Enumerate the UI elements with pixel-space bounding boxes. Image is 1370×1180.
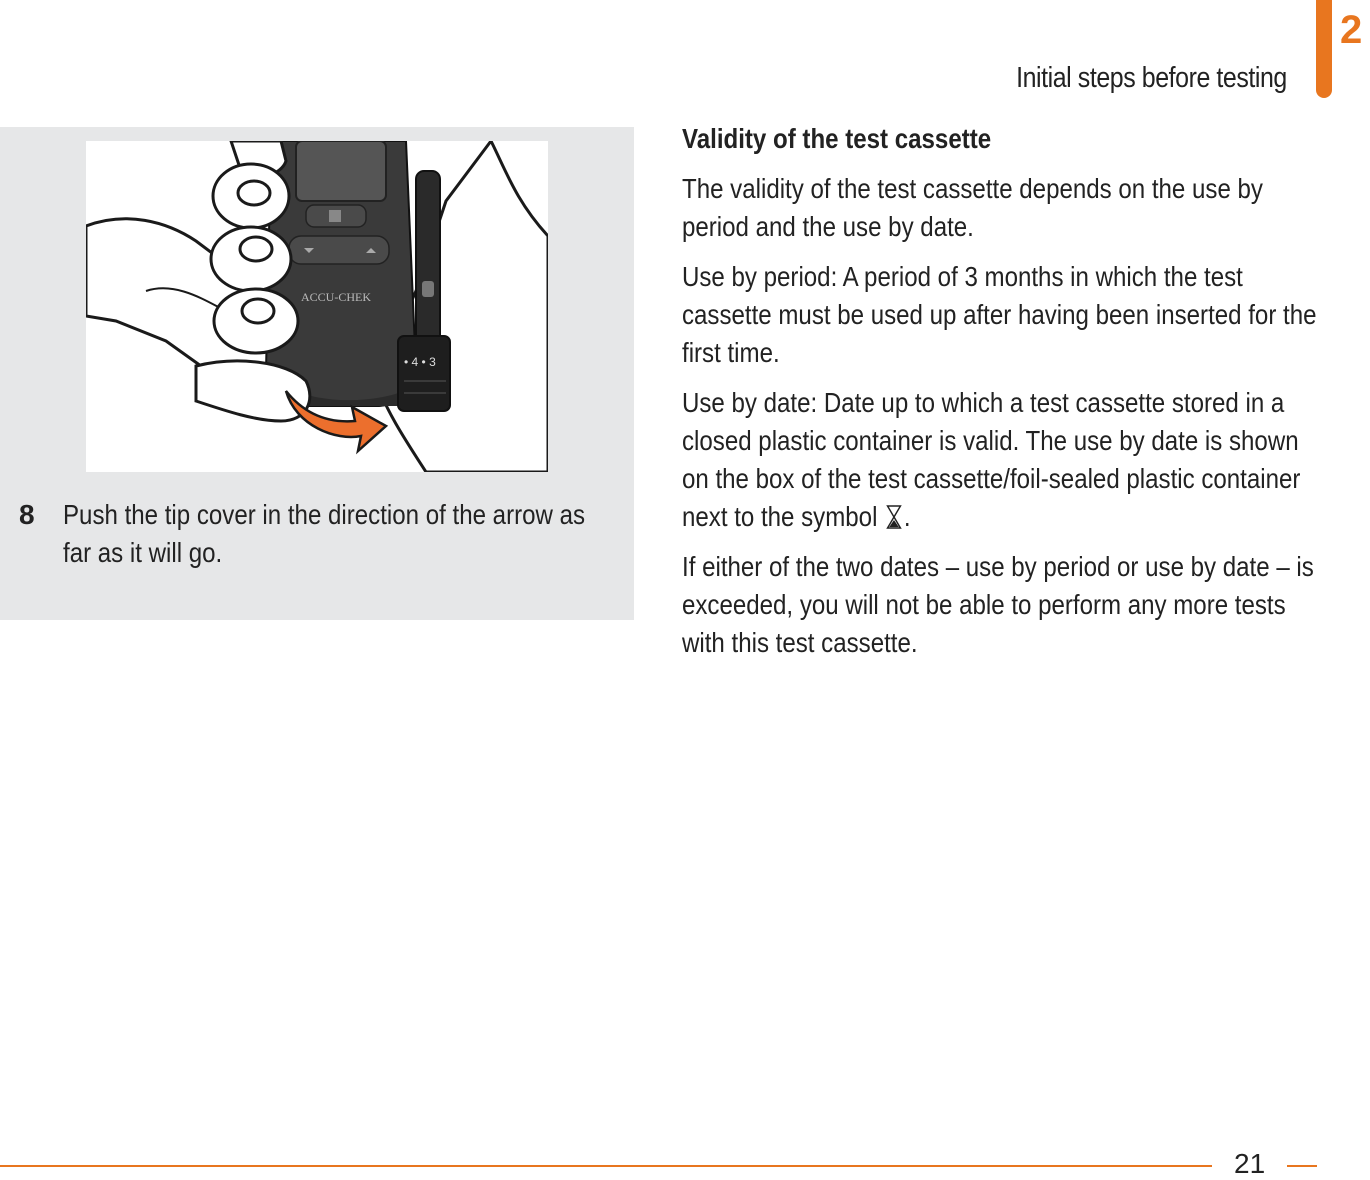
step-number: 8	[19, 499, 35, 530]
device-illustration	[86, 141, 548, 472]
paragraph-exceeded: If either of the two dates – use by period or use by date – is exceeded, you will not be able to perform any more tests with this test cassette.	[682, 551, 1314, 658]
chapter-tab-marker	[1316, 0, 1332, 98]
paragraph-use-by-date	[682, 384, 1318, 536]
paragraph-use-by-period: Use by period: A period of 3 months in which the test cassette must be used up after having been inserted for the first time.	[682, 261, 1317, 368]
section-heading: Validity of the test cassette	[682, 123, 992, 154]
step-panel	[0, 127, 634, 620]
paragraph-intro: The validity of the test cassette depends on the use by period and the use by date.	[682, 173, 1263, 242]
page-number: 21	[1234, 1148, 1266, 1179]
use-by-date-suffix: .	[903, 501, 911, 532]
step-instruction: Push the tip cover in the direction of the arrow as far as it will go.	[63, 499, 586, 568]
use-by-date-text: Use by date: Date up to which a test cassette stored in a closed plastic container is valid. The use by date is shown on the box of the test cassette/foil-sealed plastic container next to the symbol	[682, 387, 1301, 532]
footer-rule-left	[0, 1165, 1212, 1167]
footer-rule-right	[1287, 1165, 1317, 1167]
running-header-title: Initial steps before testing	[1016, 62, 1287, 94]
meter-brand-label: ACCU-CHEK	[301, 290, 372, 304]
dial-numbers: • 4 • 3	[404, 355, 436, 369]
hourglass-icon	[886, 504, 902, 530]
chapter-number: 2	[1340, 8, 1363, 52]
validity-section	[682, 120, 1318, 674]
